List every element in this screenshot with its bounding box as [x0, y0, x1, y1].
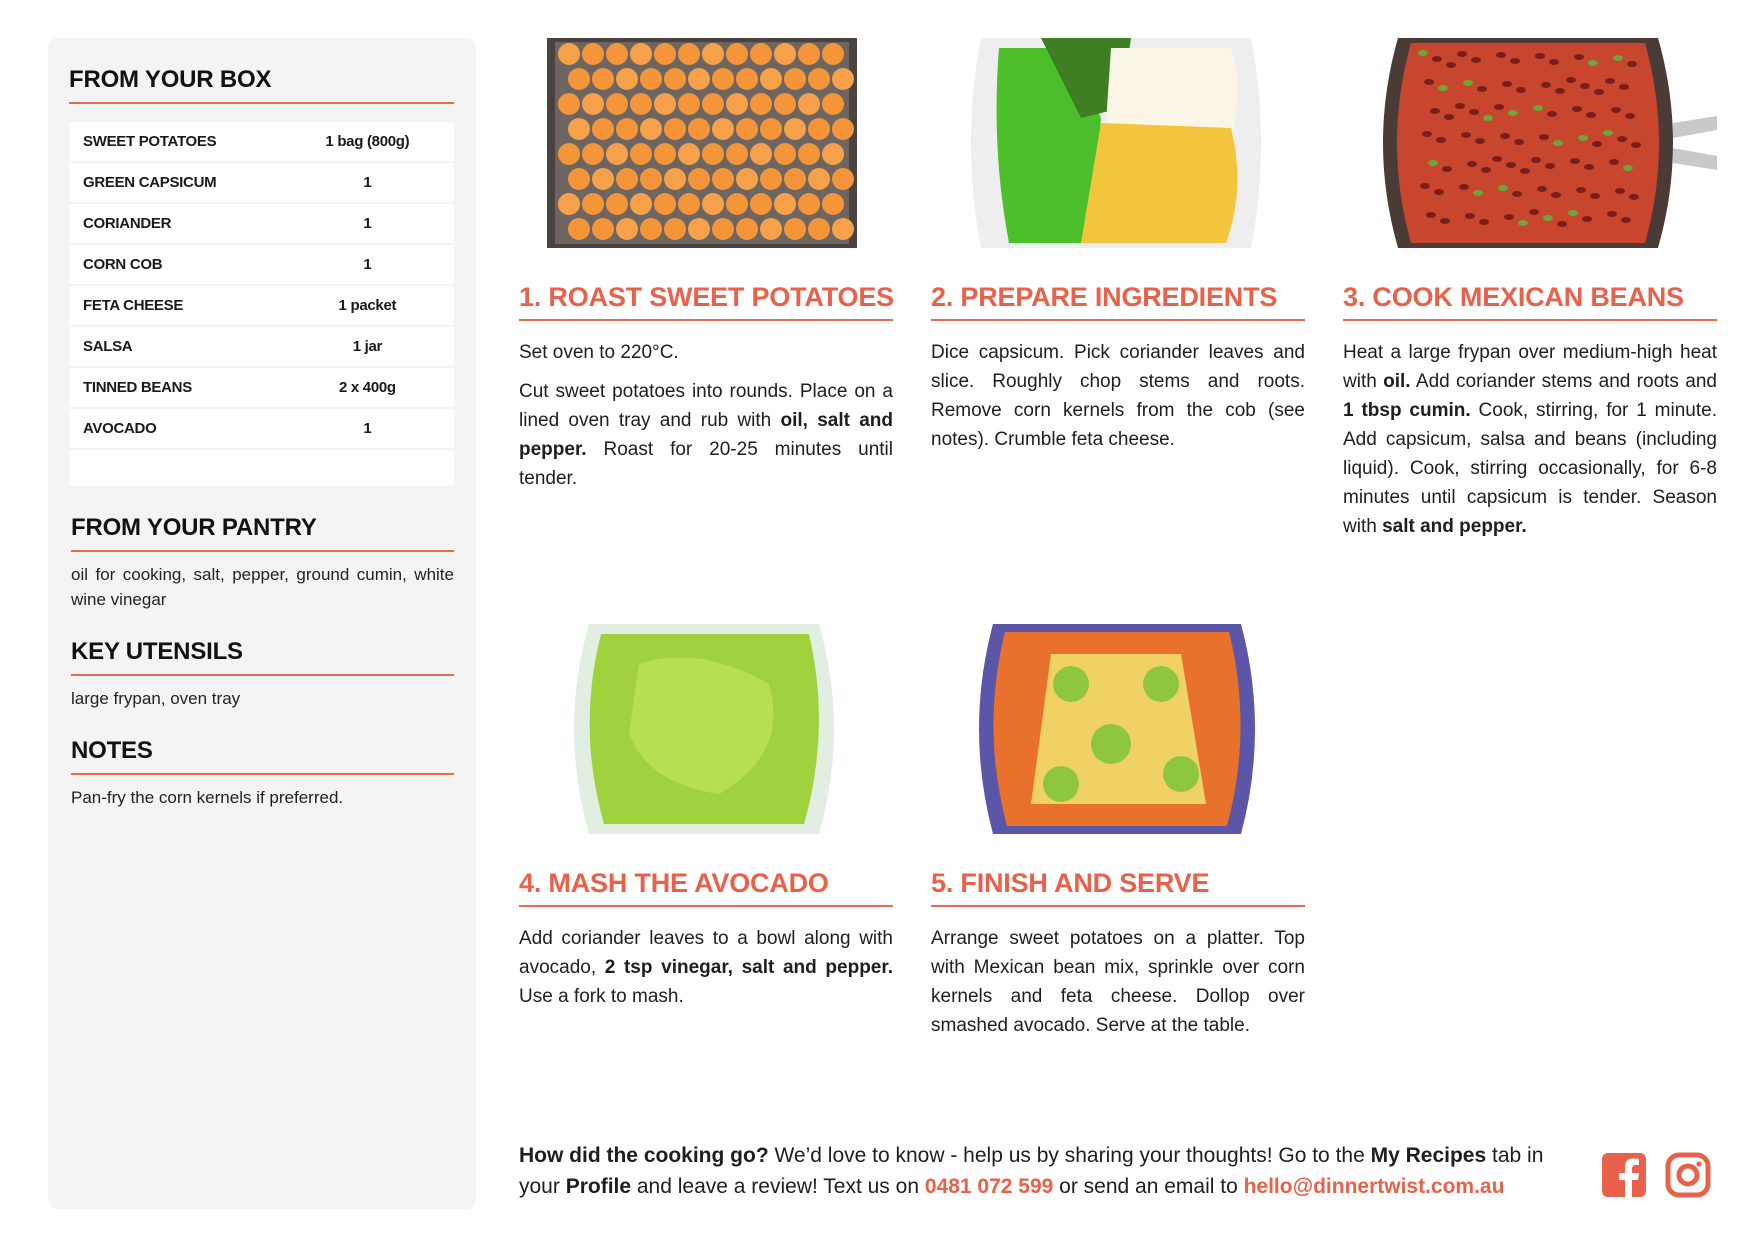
bold-ingredient: 1 tbsp cumin. — [1343, 400, 1471, 421]
box-items-table — [69, 122, 454, 486]
box-item-name: AVOCADO — [69, 408, 281, 449]
utensils-heading: KEY UTENSILS — [71, 638, 454, 676]
my-recipes-link[interactable]: My Recipes — [1370, 1144, 1487, 1167]
step-text: Dice capsicum. Pick coriander leaves and slice. Roughly chop stems and roots. Remove corn kernels from the cob (see notes). Crumble feta cheese. — [931, 342, 1305, 450]
box-item-row — [69, 326, 454, 367]
step-title: 2. PREPARE INGREDIENTS — [931, 282, 1305, 321]
email-link[interactable]: hello@dinnertwist.com.au — [1243, 1175, 1505, 1198]
box-item-qty: 1 jar — [281, 326, 454, 367]
step-1 — [519, 38, 893, 493]
prepared-ingredients-photo — [931, 38, 1305, 248]
feedback-footer — [519, 1140, 1579, 1202]
step-body — [931, 338, 1305, 454]
step-body — [1343, 338, 1717, 541]
step-3 — [1343, 38, 1717, 541]
footer-question: How did the cooking go? — [519, 1144, 769, 1167]
bold-ingredient: 2 tsp vinegar, salt and pepper. — [604, 957, 893, 978]
step-4 — [519, 624, 893, 1011]
notes-heading: NOTES — [71, 737, 454, 775]
step-paragraph — [519, 377, 893, 493]
step-paragraph — [519, 924, 893, 1011]
footer-text-3: and leave a review! Text us on — [631, 1175, 925, 1198]
step-text: Use a fork to mash. — [519, 986, 684, 1007]
step-text: Roast for 20-25 minutes until tender. — [519, 439, 893, 489]
step-paragraph — [931, 924, 1305, 1040]
box-item-qty: 2 x 400g — [281, 367, 454, 408]
box-item-qty: 1 — [281, 203, 454, 244]
box-item-qty: 1 — [281, 244, 454, 285]
instagram-icon[interactable] — [1665, 1152, 1711, 1198]
box-item-row — [69, 244, 454, 285]
box-item-qty: 1 — [281, 162, 454, 203]
pantry-section — [69, 514, 454, 612]
bold-ingredient: salt and pepper. — [1382, 516, 1527, 537]
footer-text-2: tab in your — [519, 1144, 1544, 1198]
utensils-text: large frypan, oven tray — [71, 689, 241, 708]
step-2 — [931, 38, 1305, 454]
sweet-potato-tray-photo — [519, 38, 893, 248]
box-item-row — [69, 285, 454, 326]
box-item-qty: 1 — [281, 408, 454, 449]
step-text: Cook, stirring, for 1 minute. Add capsicum, salsa and beans (including liquid). Cook, stirring occasionally, for 6-8 minutes until capsicum is tender. Season with — [1343, 400, 1717, 537]
box-item-row — [69, 122, 454, 162]
step-text: Cut sweet potatoes into rounds. Place on a lined oven tray and rub with — [519, 381, 893, 431]
step-body — [519, 338, 893, 493]
step-text: Heat a large frypan over medium-high heat with — [1343, 342, 1717, 392]
step-title: 3. COOK MEXICAN BEANS — [1343, 282, 1717, 321]
finished-platter-photo — [931, 624, 1305, 834]
pantry-text: oil for cooking, salt, pepper, ground cumin, white wine vinegar — [71, 565, 454, 609]
utensils-section — [69, 638, 454, 711]
box-item-row — [69, 408, 454, 449]
step-title: 1. ROAST SWEET POTATOES — [519, 282, 893, 321]
box-item-name: TINNED BEANS — [69, 367, 281, 408]
box-item-qty: 1 bag (800g) — [281, 122, 454, 162]
box-item-name: SALSA — [69, 326, 281, 367]
box-item-name: CORIANDER — [69, 203, 281, 244]
notes-section — [69, 737, 454, 810]
bean-frypan-photo — [1343, 38, 1717, 248]
phone-number-link[interactable]: 0481 072 599 — [924, 1175, 1054, 1198]
box-item-row — [69, 367, 454, 408]
step-body — [519, 924, 893, 1011]
ingredients-sidebar — [48, 38, 476, 1209]
step-paragraph — [931, 338, 1305, 454]
bold-ingredient: oil. — [1383, 371, 1411, 392]
avocado-bowl-photo — [519, 624, 893, 834]
bold-ingredient: oil, salt and pepper. — [519, 410, 893, 460]
step-text: Arrange sweet potatoes on a platter. Top with Mexican bean mix, sprinkle over corn kernels and feta cheese. Dollop over smashed avocado. Serve at the table. — [931, 928, 1305, 1036]
step-paragraph — [519, 338, 893, 367]
box-table-spacer — [69, 449, 454, 486]
step-title: 4. MASH THE AVOCADO — [519, 868, 893, 907]
step-text: Add coriander stems and roots and — [1410, 371, 1717, 392]
from-your-box-heading: FROM YOUR BOX — [69, 66, 454, 104]
box-item-row — [69, 162, 454, 203]
box-item-row — [69, 203, 454, 244]
footer-text-4: or send an email to — [1053, 1175, 1244, 1198]
box-item-name: SWEET POTATOES — [69, 122, 281, 162]
step-text: Set oven to 220°C. — [519, 342, 679, 363]
profile-link[interactable]: Profile — [565, 1175, 632, 1198]
step-text: Add coriander leaves to a bowl along with avocado, — [519, 928, 893, 978]
step-title: 5. FINISH AND SERVE — [931, 868, 1305, 907]
step-5 — [931, 624, 1305, 1040]
step-body — [931, 924, 1305, 1040]
box-item-qty: 1 packet — [281, 285, 454, 326]
box-item-name: CORN COB — [69, 244, 281, 285]
pantry-heading: FROM YOUR PANTRY — [71, 514, 454, 552]
footer-text-1: We’d love to know - help us by sharing your thoughts! Go to the — [768, 1144, 1371, 1167]
facebook-icon[interactable] — [1601, 1152, 1647, 1198]
step-paragraph — [1343, 338, 1717, 541]
box-item-name: FETA CHEESE — [69, 285, 281, 326]
box-item-name: GREEN CAPSICUM — [69, 162, 281, 203]
notes-text: Pan-fry the corn kernels if preferred. — [71, 788, 344, 807]
